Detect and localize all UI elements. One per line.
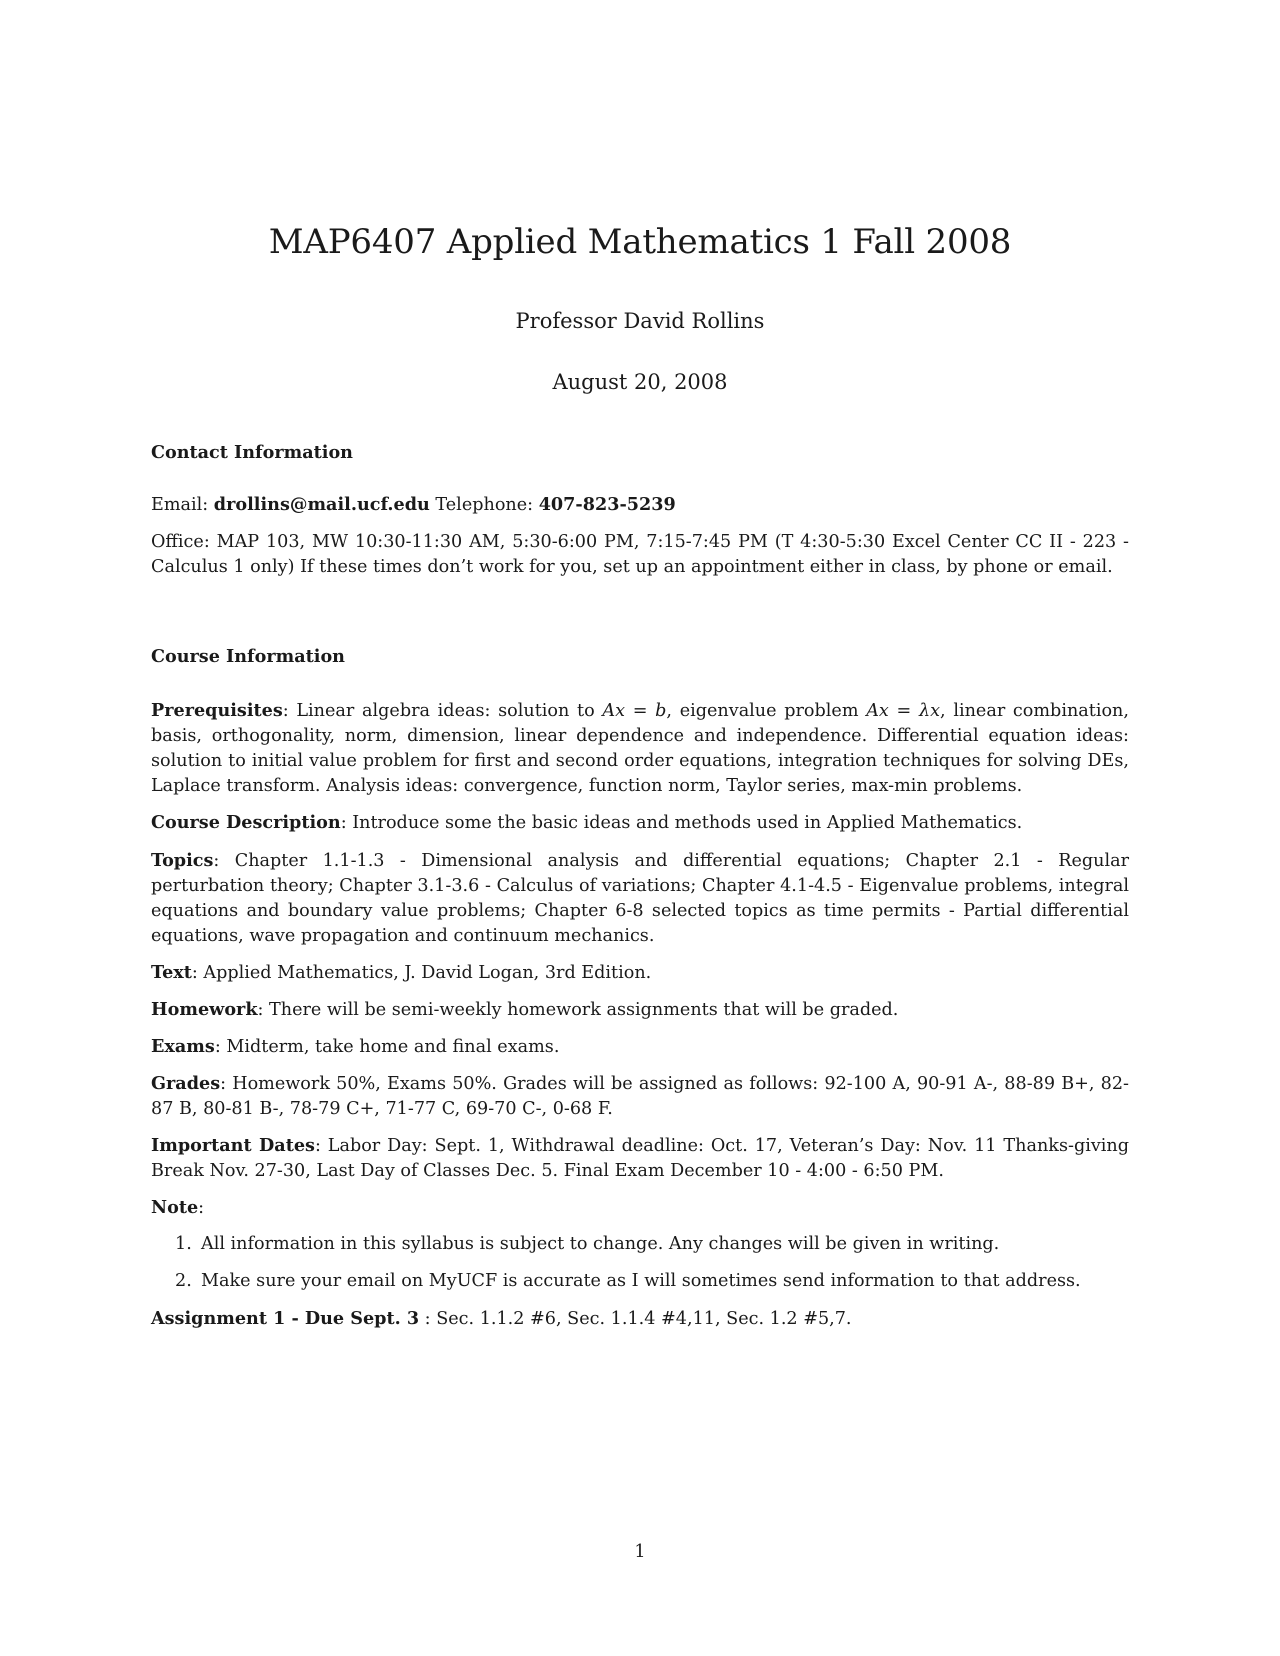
note-label: Note bbox=[151, 1197, 199, 1218]
description-label: Course Description bbox=[151, 812, 341, 833]
exams-text: : Midterm, take home and final exams. bbox=[214, 1037, 560, 1057]
document-title: MAP6407 Applied Mathematics 1 Fall 2008 bbox=[268, 222, 1012, 262]
page-number: 1 bbox=[634, 1542, 646, 1562]
office-hours-paragraph: Office: MAP 103, MW 10:30-11:30 AM, 5:30-6:00 PM, 7:15-7:45 PM (T 4:30-5:30 Excel Center CC II - 223 - Calculus 1 only) If these times don’t work for you, set up an appointment either in class, by phone or email. bbox=[151, 532, 1129, 577]
prerequisites-text-c: , linear combination, basis, orthogonality, norm, dimension, linear dependence and independence. Differential equation ideas: solution to initial value problem for first and second order equations, integration techniques for solving DEs, Laplace transform. Analysis ideas: convergence, function norm, Taylor series, max-min problems. bbox=[151, 701, 1129, 796]
document-author: Professor David Rollins bbox=[515, 309, 765, 333]
important-dates-paragraph bbox=[151, 1133, 1129, 1184]
topics-paragraph bbox=[151, 848, 1129, 949]
assignment-paragraph bbox=[151, 1306, 1129, 1332]
text-book-paragraph bbox=[151, 960, 1129, 986]
prerequisites-math-2: Ax = λx bbox=[866, 701, 941, 721]
prerequisites-text-b: , eigenvalue problem bbox=[666, 701, 867, 721]
exams-label: Exams bbox=[151, 1036, 215, 1057]
important-dates-label: Important Dates bbox=[151, 1135, 315, 1156]
exams-paragraph bbox=[151, 1034, 1129, 1060]
document-page bbox=[151, 0, 1129, 1656]
homework-label: Homework bbox=[151, 999, 258, 1020]
email-label: Email: bbox=[151, 495, 209, 515]
grades-paragraph bbox=[151, 1071, 1129, 1122]
phone-number: 407-823-5239 bbox=[538, 494, 676, 515]
list-item-text: Make sure your email on MyUCF is accurate as I will sometimes send information to that address. bbox=[201, 1271, 1081, 1291]
text-book-text: : Applied Mathematics, J. David Logan, 3rd Edition. bbox=[191, 963, 652, 983]
description-text: : Introduce some the basic ideas and methods used in Applied Mathematics. bbox=[340, 813, 1023, 833]
description-paragraph bbox=[151, 810, 1129, 836]
grades-label: Grades bbox=[151, 1073, 221, 1094]
prerequisites-text-a: : Linear algebra ideas: solution to bbox=[282, 701, 603, 721]
note-colon: : bbox=[198, 1198, 205, 1218]
list-item bbox=[175, 1269, 1081, 1294]
course-heading: Course Information bbox=[151, 646, 345, 667]
topics-label: Topics bbox=[151, 850, 214, 871]
list-item-text: All information in this syllabus is subject to change. Any changes will be given in writing. bbox=[201, 1234, 1000, 1254]
prerequisites-label: Prerequisites bbox=[151, 700, 283, 721]
contact-heading: Contact Information bbox=[151, 442, 353, 463]
list-item bbox=[175, 1232, 999, 1257]
document-date: August 20, 2008 bbox=[552, 370, 728, 394]
prerequisites-math-1: Ax = b bbox=[602, 701, 667, 721]
note-paragraph bbox=[151, 1195, 1129, 1221]
assignment-text: : Sec. 1.1.2 #6, Sec. 1.1.4 #4,11, Sec. 1.2 #5,7. bbox=[419, 1309, 852, 1329]
email-address: drollins@mail.ucf.edu bbox=[213, 494, 430, 515]
text-book-label: Text bbox=[151, 962, 192, 983]
important-dates-text: : Labor Day: Sept. 1, Withdrawal deadline: Oct. 17, Veteran’s Day: Nov. 11 Thanks-giving Break Nov. 27-30, Last Day of Classes Dec. 5. Final Exam December 10 - 4:00 - 6:50 PM. bbox=[151, 1136, 1129, 1181]
list-item-number: 2. bbox=[175, 1271, 192, 1291]
list-item-number: 1. bbox=[175, 1234, 192, 1254]
assignment-label: Assignment 1 - Due Sept. 3 bbox=[151, 1308, 420, 1329]
prerequisites-paragraph bbox=[151, 698, 1129, 799]
homework-text: : There will be semi-weekly homework assignments that will be graded. bbox=[257, 1000, 899, 1020]
phone-label: Telephone: bbox=[435, 495, 534, 515]
contact-line bbox=[151, 492, 1129, 518]
topics-text: : Chapter 1.1-1.3 - Dimensional analysis and differential equations; Chapter 2.1 - Regular perturbation theory; Chapter 3.1-3.6 - Calculus of variations; Chapter 4.1-4.5 - Eigenvalue problems, integral equations and boundary value problems; Chapter 6-8 selected topics as time permits - Partial differential equations, wave propagation and continuum mechanics. bbox=[151, 851, 1129, 946]
homework-paragraph bbox=[151, 997, 1129, 1023]
grades-text: : Homework 50%, Exams 50%. Grades will be assigned as follows: 92-100 A, 90-91 A-, 88-89 B+, 82-87 B, 80-81 B-, 78-79 C+, 71-77 C, 69-70 C-, 0-68 F. bbox=[151, 1074, 1129, 1119]
